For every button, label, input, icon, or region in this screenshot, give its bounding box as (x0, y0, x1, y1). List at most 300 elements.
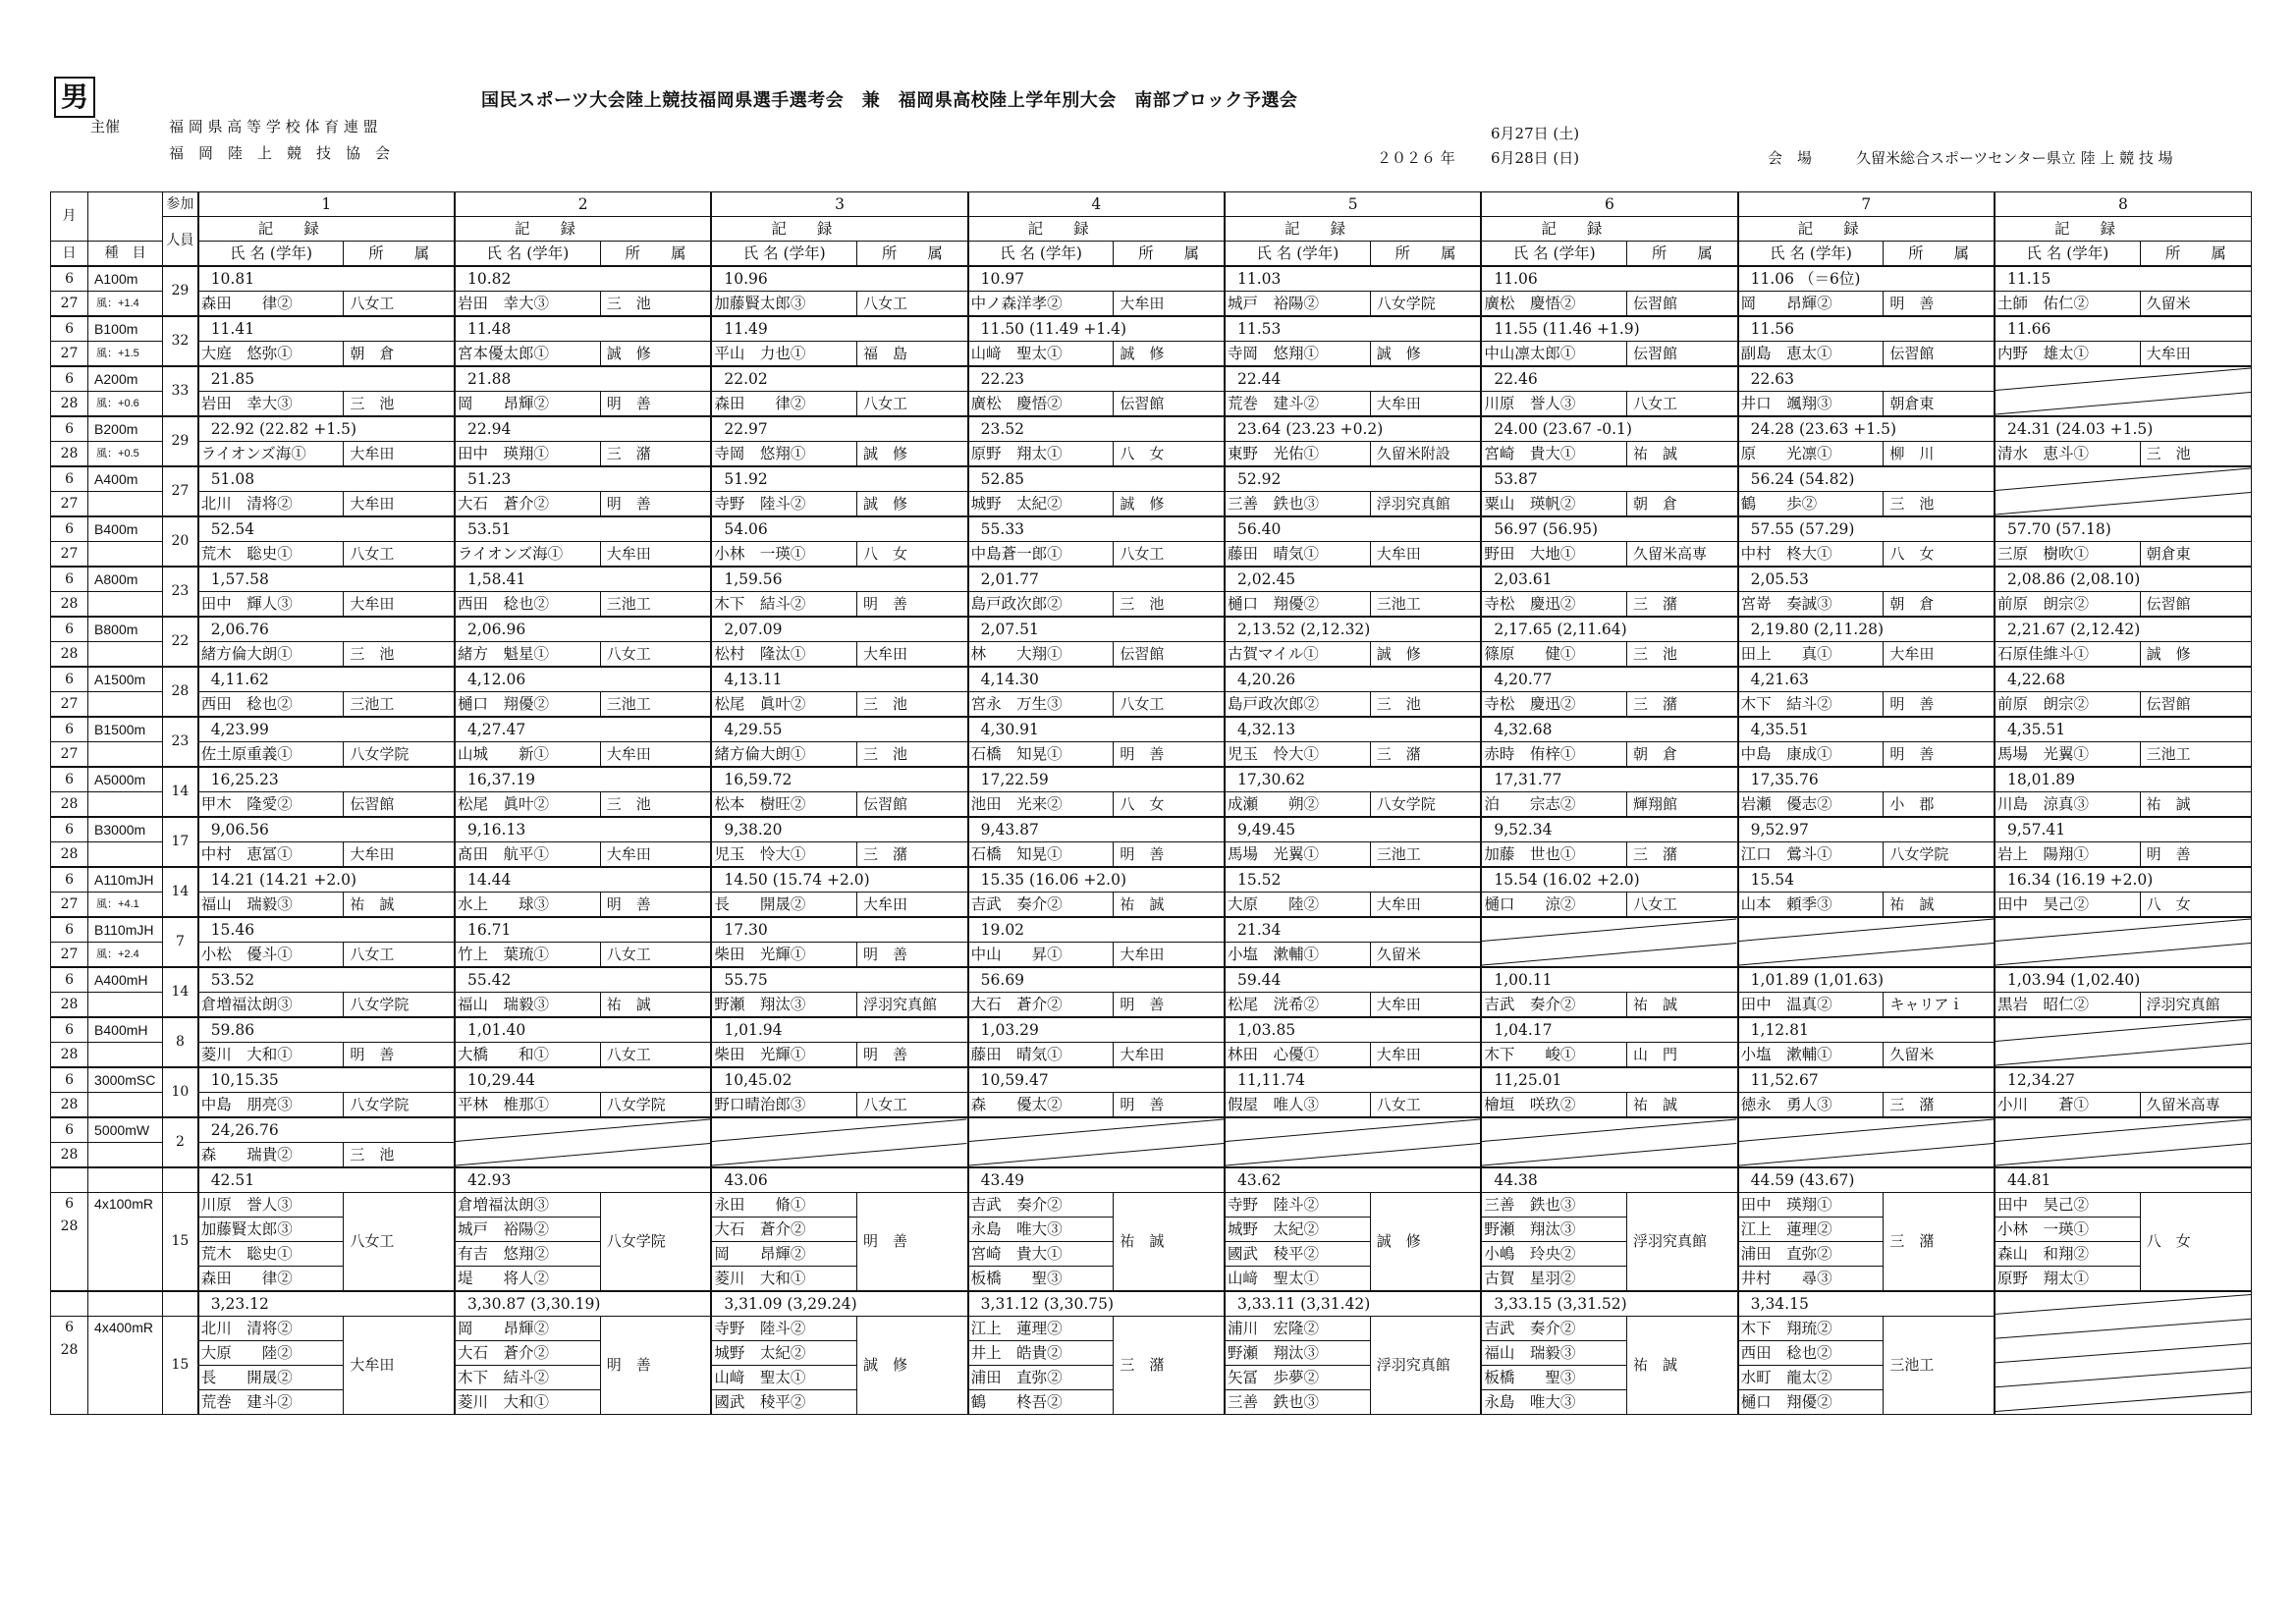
athlete-affiliation: 三池工 (600, 592, 711, 618)
athlete-name: 小川 蒼① (1995, 1093, 2140, 1118)
event-name: B100m (88, 316, 163, 342)
relay-row-record (51, 1291, 2252, 1317)
relay-month: 6 (65, 1320, 74, 1335)
blank-result (1225, 1117, 1481, 1167)
result-record: 22.23 (968, 366, 1225, 392)
athlete-affiliation: 祐 誠 (1884, 893, 1995, 918)
relay-runner: 原野 翔太① (1995, 1267, 2140, 1292)
place-header-4: 4 (968, 192, 1225, 217)
entrant-count: 2 (163, 1117, 198, 1167)
entrant-count: 14 (163, 767, 198, 817)
event-row-record (51, 316, 2252, 342)
slash-line (1995, 1343, 2251, 1363)
athlete-affiliation: 大牟田 (1114, 1043, 1225, 1068)
event-day: 28 (51, 1093, 88, 1118)
athlete-name: 檜垣 咲玖② (1481, 1093, 1626, 1118)
result-record: 10.81 (198, 266, 455, 292)
athlete-affiliation: 朝 倉 (1627, 492, 1738, 517)
event-row-name (51, 742, 2252, 768)
event-month: 6 (51, 366, 88, 392)
athlete-name: 福山 瑞毅③ (198, 893, 344, 918)
relay-runner: 福山 瑞毅③ (1481, 1341, 1626, 1366)
slash-line (1739, 1143, 1994, 1165)
result-record: 22.94 (455, 416, 711, 442)
slash-line (1995, 392, 2251, 414)
event-row-name (51, 492, 2252, 517)
event-name: A1500m (88, 667, 163, 692)
athlete-name: 大原 陸② (1225, 893, 1370, 918)
result-record: 11,25.01 (1481, 1067, 1737, 1093)
result-record: 2,02.45 (1225, 567, 1481, 592)
relay-runner: 吉武 奏介② (968, 1193, 1114, 1218)
entrant-count: 8 (163, 1017, 198, 1067)
relay-month-day (51, 1317, 88, 1415)
relay-runner: 國武 稜平② (711, 1390, 856, 1415)
result-record: 56.69 (968, 967, 1225, 993)
relay-team: 誠 修 (857, 1317, 968, 1415)
result-record: 1,03.29 (968, 1017, 1225, 1043)
event-name: B400mH (88, 1017, 163, 1043)
relay-runner: 城野 太紀② (1225, 1218, 1370, 1242)
athlete-affiliation: 八女学院 (344, 993, 455, 1018)
athlete-affiliation: 大牟田 (1370, 392, 1481, 417)
entrant-count: 23 (163, 717, 198, 767)
blank-result (711, 1117, 967, 1167)
athlete-affiliation: 祐 誠 (600, 993, 711, 1018)
athlete-affiliation: 輝翔館 (1627, 792, 1738, 818)
result-record: 11.56 (1738, 316, 1995, 342)
athlete-affiliation: 八女工 (1370, 1093, 1481, 1118)
relay-team: 明 善 (600, 1317, 711, 1415)
slash-line (1995, 1368, 2251, 1387)
result-record: 16.34 (16.19 +2.0) (1995, 867, 2252, 893)
relay-runner: 川原 誉人③ (198, 1193, 344, 1218)
relay-runner: 大石 蒼介② (455, 1341, 600, 1366)
entrant-count: 29 (163, 266, 198, 316)
result-record: 21.85 (198, 366, 455, 392)
athlete-name: ライオンズ海① (455, 542, 600, 568)
result-record: 2,21.67 (2,12.42) (1995, 617, 2252, 642)
wind-reading: 風：+4.1 (88, 893, 163, 918)
athlete-affiliation: 柳 川 (1884, 442, 1995, 467)
relay-day: 28 (60, 1218, 79, 1234)
relay-runner: 菱川 大和① (455, 1390, 600, 1415)
event-row-record (51, 266, 2252, 292)
athlete-name: 田上 真① (1738, 642, 1884, 668)
result-record: 2,19.80 (2,11.28) (1738, 617, 1995, 642)
result-record: 11.48 (455, 316, 711, 342)
athlete-name: 寺岡 悠翔① (711, 442, 856, 467)
result-record: 1,58.41 (455, 567, 711, 592)
relay-event-name: 4x400mR (88, 1317, 163, 1415)
wind-reading (88, 842, 163, 868)
record-header-8: 記 録 (1995, 217, 2252, 242)
record-header-6: 記 録 (1481, 217, 1737, 242)
athlete-name: 宮崎 貴大① (1481, 442, 1626, 467)
record-header-4: 記 録 (968, 217, 1225, 242)
athlete-affiliation: 三 池 (600, 792, 711, 818)
athlete-affiliation: 三 潴 (1627, 692, 1738, 718)
relay-team: 浮羽究真館 (1627, 1193, 1738, 1292)
athlete-name: 甲木 隆愛② (198, 792, 344, 818)
result-record: 2,05.53 (1738, 567, 1995, 592)
event-row-record (51, 717, 2252, 742)
athlete-affiliation: 明 善 (1114, 1093, 1225, 1118)
relay-runner: 永島 唯大③ (968, 1218, 1114, 1242)
gender-box: 男 (54, 77, 95, 118)
result-record: 15.46 (198, 917, 455, 943)
relay-runner: 加藤賢太郎③ (198, 1218, 344, 1242)
athlete-name: 中村 柊大① (1738, 542, 1884, 568)
athlete-affiliation: 明 善 (2140, 842, 2251, 868)
event-month: 6 (51, 1017, 88, 1043)
table-body (51, 266, 2252, 1415)
result-record: 4,27.47 (455, 717, 711, 742)
event-header-spacer (88, 192, 163, 242)
athlete-name: 木下 結斗② (711, 592, 856, 618)
result-record: 9,49.45 (1225, 817, 1481, 842)
athlete-name: 平山 力也① (711, 342, 856, 367)
result-record: 18,01.89 (1995, 767, 2252, 792)
wind-reading (88, 642, 163, 668)
relay-runner: 江上 蓮理② (1738, 1218, 1884, 1242)
athlete-name: 鶴 歩② (1738, 492, 1884, 517)
event-row-name (51, 1043, 2252, 1068)
relay-runner: 野瀬 翔汰③ (1225, 1341, 1370, 1366)
result-record: 56.40 (1225, 516, 1481, 542)
name-header-3: 氏 名 (学年) (711, 242, 856, 267)
relay-record: 42.51 (198, 1167, 455, 1193)
event-month: 6 (51, 917, 88, 943)
result-record: 11.06 （＝6位) (1738, 266, 1995, 292)
athlete-name: 森 瑞貴② (198, 1143, 344, 1168)
slash-line (1995, 1392, 2251, 1412)
athlete-name: 三善 鉄也③ (1225, 492, 1370, 517)
result-record: 11.15 (1995, 266, 2252, 292)
entrants-header-top: 参加 (163, 192, 198, 217)
relay-runner: 山﨑 聖太① (1225, 1267, 1370, 1292)
athlete-name: 加藤賢太郎③ (711, 292, 856, 317)
result-record: 10,29.44 (455, 1067, 711, 1093)
event-name: A100m (88, 266, 163, 292)
athlete-name: 荒巻 建斗② (1225, 392, 1370, 417)
result-record: 2,17.65 (2,11.64) (1481, 617, 1737, 642)
blank-slash (1482, 1118, 1736, 1166)
place-header-7: 7 (1738, 192, 1995, 217)
result-record: 10.97 (968, 266, 1225, 292)
relay-month: 6 (65, 1196, 74, 1212)
relay-runner: 江上 蓮理② (968, 1317, 1114, 1341)
slash-line (1995, 1143, 2251, 1165)
place-header-3: 3 (711, 192, 967, 217)
slash-line (969, 1119, 1224, 1142)
event-name: B1500m (88, 717, 163, 742)
athlete-affiliation: 三 池 (344, 392, 455, 417)
result-record: 11.53 (1225, 316, 1481, 342)
athlete-name: 竹上 葉琉① (455, 943, 600, 968)
slash-line (1995, 943, 2251, 965)
relay-team: 三 潴 (1884, 1193, 1995, 1292)
athlete-name: 藤田 晴気① (968, 1043, 1114, 1068)
result-record: 21.88 (455, 366, 711, 392)
event-row-record (51, 416, 2252, 442)
relay-team: 八 女 (2140, 1193, 2251, 1292)
result-record: 4,29.55 (711, 717, 967, 742)
relay-runner: 浦田 直弥② (968, 1366, 1114, 1390)
blank-slash (712, 1118, 966, 1166)
athlete-affiliation: 八女学院 (1370, 792, 1481, 818)
result-record: 4,32.13 (1225, 717, 1481, 742)
slash-line (1995, 468, 2251, 491)
record-header-7: 記 録 (1738, 217, 1995, 242)
relay-runner: 三善 鉄也③ (1225, 1390, 1370, 1415)
page-title: 国民スポーツ大会陸上競技福岡県選手選考会 兼 福岡県高校陸上学年別大会 南部ブロック予選会 (481, 90, 1298, 111)
blank-slash (1226, 1118, 1480, 1166)
athlete-name: 城野 太紀② (968, 492, 1114, 517)
relay-record: 43.06 (711, 1167, 967, 1193)
athlete-name: 廣松 慶悟② (1481, 292, 1626, 317)
athlete-affiliation: 祐 誠 (1627, 993, 1738, 1018)
result-record: 54.06 (711, 516, 967, 542)
result-record: 55.33 (968, 516, 1225, 542)
entrant-count: 14 (163, 867, 198, 917)
athlete-affiliation: 三池工 (1370, 592, 1481, 618)
athlete-name: 馬場 光翼① (1225, 842, 1370, 868)
athlete-affiliation: キャリアｉ (1884, 993, 1995, 1018)
result-record: 16,25.23 (198, 767, 455, 792)
athlete-affiliation: 明 善 (1884, 292, 1995, 317)
athlete-name: 加藤 世也① (1481, 842, 1626, 868)
result-record: 15.54 (16.02 +2.0) (1481, 867, 1737, 893)
name-header-6: 氏 名 (学年) (1481, 242, 1626, 267)
slash-line (1739, 943, 1994, 965)
athlete-affiliation: 三池工 (344, 692, 455, 718)
athlete-affiliation: 明 善 (857, 943, 968, 968)
athlete-name: 岩上 陽翔① (1995, 842, 2140, 868)
athlete-affiliation: 久留米 (2140, 292, 2251, 317)
athlete-affiliation: 誠 修 (1114, 492, 1225, 517)
relay-team: 浮羽究真館 (1370, 1317, 1481, 1415)
result-record: 4,20.26 (1225, 667, 1481, 692)
name-header-2: 氏 名 (学年) (455, 242, 600, 267)
event-day: 28 (51, 392, 88, 417)
slash-line (1482, 919, 1736, 942)
relay-runner: 浦川 宏隆② (1225, 1317, 1370, 1341)
athlete-affiliation: 祐 誠 (1114, 893, 1225, 918)
slash-line (1995, 1119, 2251, 1142)
athlete-affiliation: 大牟田 (1114, 292, 1225, 317)
athlete-name: 松尾 眞叶② (711, 692, 856, 718)
event-row-name (51, 893, 2252, 918)
athlete-name: 中島蒼一郎① (968, 542, 1114, 568)
event-row-name (51, 542, 2252, 568)
event-name: A800m (88, 567, 163, 592)
header-row-places (51, 192, 2252, 217)
relay-runner: 永田 脩① (711, 1193, 856, 1218)
athlete-affiliation: 浮羽究真館 (857, 993, 968, 1018)
date-second-day: 6月28日 (日) (1491, 149, 1580, 167)
header-row-labels (51, 217, 2252, 242)
result-record: 55.75 (711, 967, 967, 993)
event-row-record (51, 767, 2252, 792)
athlete-name: 山本 頼季③ (1738, 893, 1884, 918)
result-record: 17,30.62 (1225, 767, 1481, 792)
athlete-name: 児玉 怜大① (711, 842, 856, 868)
event-row-record (51, 567, 2252, 592)
year: ２０２６ 年 (1377, 149, 1455, 167)
event-month: 6 (51, 516, 88, 542)
athlete-name: 野田 大地① (1481, 542, 1626, 568)
slash-line (1995, 1319, 2251, 1338)
athlete-affiliation: 三 池 (2140, 442, 2251, 467)
event-day: 28 (51, 642, 88, 668)
place-header-1: 1 (198, 192, 455, 217)
result-record: 52.92 (1225, 466, 1481, 492)
result-record: 11.49 (711, 316, 967, 342)
event-month: 6 (51, 266, 88, 292)
athlete-affiliation: 八女工 (1627, 893, 1738, 918)
affiliation-header-5: 所 属 (1370, 242, 1481, 267)
athlete-affiliation: 三 潴 (1370, 742, 1481, 768)
relay-team: 誠 修 (1370, 1193, 1481, 1292)
slash-line (1995, 1019, 2251, 1042)
athlete-name: 小林 一瑛① (711, 542, 856, 568)
relay-row-record (51, 1167, 2252, 1193)
entrant-count: 28 (163, 667, 198, 717)
record-header-1: 記 録 (198, 217, 455, 242)
slash-line (712, 1143, 966, 1165)
athlete-name: 宮本優太郎① (455, 342, 600, 367)
relay-runner: 小林 一瑛① (1995, 1218, 2140, 1242)
entrant-count: 20 (163, 516, 198, 567)
entrant-count: 14 (163, 967, 198, 1017)
athlete-affiliation: 誠 修 (857, 492, 968, 517)
relay-runner: 城戸 裕陽② (455, 1218, 600, 1242)
result-record: 24.31 (24.03 +1.5) (1995, 416, 2252, 442)
athlete-affiliation: 八 女 (2140, 893, 2251, 918)
athlete-name: 岩田 幸大③ (198, 392, 344, 417)
event-row-name (51, 292, 2252, 317)
result-record: 11.55 (11.46 +1.9) (1481, 316, 1737, 342)
blank-slash (456, 1118, 710, 1166)
event-day: 28 (51, 442, 88, 467)
relay-runner: 岡 昂輝② (711, 1242, 856, 1267)
result-record: 4,32.68 (1481, 717, 1737, 742)
athlete-name: 佐土原重義① (198, 742, 344, 768)
athlete-name: 前原 朗宗② (1995, 592, 2140, 618)
event-row-name (51, 993, 2252, 1018)
blank-slash (1995, 467, 2251, 515)
athlete-affiliation: 朝 倉 (1884, 592, 1995, 618)
result-record: 1,01.94 (711, 1017, 967, 1043)
event-name: B200m (88, 416, 163, 442)
event-day: 27 (51, 342, 88, 367)
athlete-affiliation: 明 善 (1884, 692, 1995, 718)
athlete-affiliation: 伝習館 (1627, 292, 1738, 317)
athlete-affiliation: 八女工 (857, 292, 968, 317)
athlete-affiliation: 八 女 (1114, 792, 1225, 818)
event-month: 6 (51, 817, 88, 842)
athlete-name: 緒方 魁星① (455, 642, 600, 668)
event-month: 6 (51, 717, 88, 742)
athlete-name: 前原 朗宗② (1995, 692, 2140, 718)
relay-runner: 菱川 大和① (711, 1267, 856, 1292)
event-row-name (51, 592, 2252, 618)
relay-runner: 有吉 悠翔② (455, 1242, 600, 1267)
athlete-affiliation: 祐 誠 (2140, 792, 2251, 818)
record-header-2: 記 録 (455, 217, 711, 242)
athlete-affiliation: 浮羽究真館 (1370, 492, 1481, 517)
event-month: 6 (51, 617, 88, 642)
event-name: B3000m (88, 817, 163, 842)
event-row-name (51, 792, 2252, 818)
athlete-affiliation: 誠 修 (857, 442, 968, 467)
athlete-affiliation: 大牟田 (1370, 542, 1481, 568)
relay-record: 43.62 (1225, 1167, 1481, 1193)
athlete-name: 小塩 漱輔① (1225, 943, 1370, 968)
relay-team: 祐 誠 (1114, 1193, 1225, 1292)
athlete-affiliation: 八女工 (1114, 692, 1225, 718)
athlete-affiliation: 三池工 (1370, 842, 1481, 868)
athlete-affiliation: 明 善 (344, 1043, 455, 1068)
relay-team: 三 潴 (1114, 1317, 1225, 1415)
result-record: 24.00 (23.67 -0.1) (1481, 416, 1737, 442)
athlete-affiliation: 浮羽究真館 (2140, 993, 2251, 1018)
blank-result (1995, 917, 2252, 967)
relay-runner: 古賀 星羽② (1481, 1267, 1626, 1292)
name-header-7: 氏 名 (学年) (1738, 242, 1884, 267)
athlete-affiliation: 誠 修 (1370, 342, 1481, 367)
result-record: 16,37.19 (455, 767, 711, 792)
athlete-affiliation: 祐 誠 (344, 893, 455, 918)
athlete-affiliation: 久留米高専 (2140, 1093, 2251, 1118)
athlete-affiliation: 小 郡 (1884, 792, 1995, 818)
affiliation-header-1: 所 属 (344, 242, 455, 267)
place-header-6: 6 (1481, 192, 1737, 217)
result-record: 4,11.62 (198, 667, 455, 692)
place-header-8: 8 (1995, 192, 2252, 217)
result-record: 59.44 (1225, 967, 1481, 993)
athlete-affiliation: 明 善 (857, 1043, 968, 1068)
relay-runner: 浦田 直弥② (1738, 1242, 1884, 1267)
relay-runner: 荒巻 建斗② (198, 1390, 344, 1415)
athlete-name: 松尾 洸希② (1225, 993, 1370, 1018)
relay-runner: 北川 清将② (198, 1317, 344, 1341)
athlete-affiliation: 八女学院 (600, 1093, 711, 1118)
athlete-affiliation: 八女工 (344, 292, 455, 317)
event-row-name (51, 442, 2252, 467)
relay-runner: 堤 将人② (455, 1267, 600, 1292)
relay-row-runner (51, 1317, 2252, 1341)
event-row-name (51, 842, 2252, 868)
event-row-name (51, 1093, 2252, 1118)
athlete-name: 東野 光佑① (1225, 442, 1370, 467)
venue-label: 会 場 (1768, 149, 1813, 167)
result-record: 9,57.41 (1995, 817, 2252, 842)
athlete-name: 原 光凛① (1738, 442, 1884, 467)
athlete-name: 小塩 漱輔① (1738, 1043, 1884, 1068)
wind-reading: 風：+0.6 (88, 392, 163, 417)
athlete-name: 北川 清将② (198, 492, 344, 517)
result-record: 10,15.35 (198, 1067, 455, 1093)
blank-slash (1995, 1118, 2251, 1166)
result-record: 1,04.17 (1481, 1017, 1737, 1043)
athlete-affiliation: 誠 修 (600, 342, 711, 367)
event-row-record (51, 466, 2252, 492)
venue: 久留米総合スポーツセンター県立 陸 上 競 技 場 (1856, 149, 2173, 167)
relay-event-spacer (88, 1167, 163, 1193)
blank-result (1481, 917, 1737, 967)
